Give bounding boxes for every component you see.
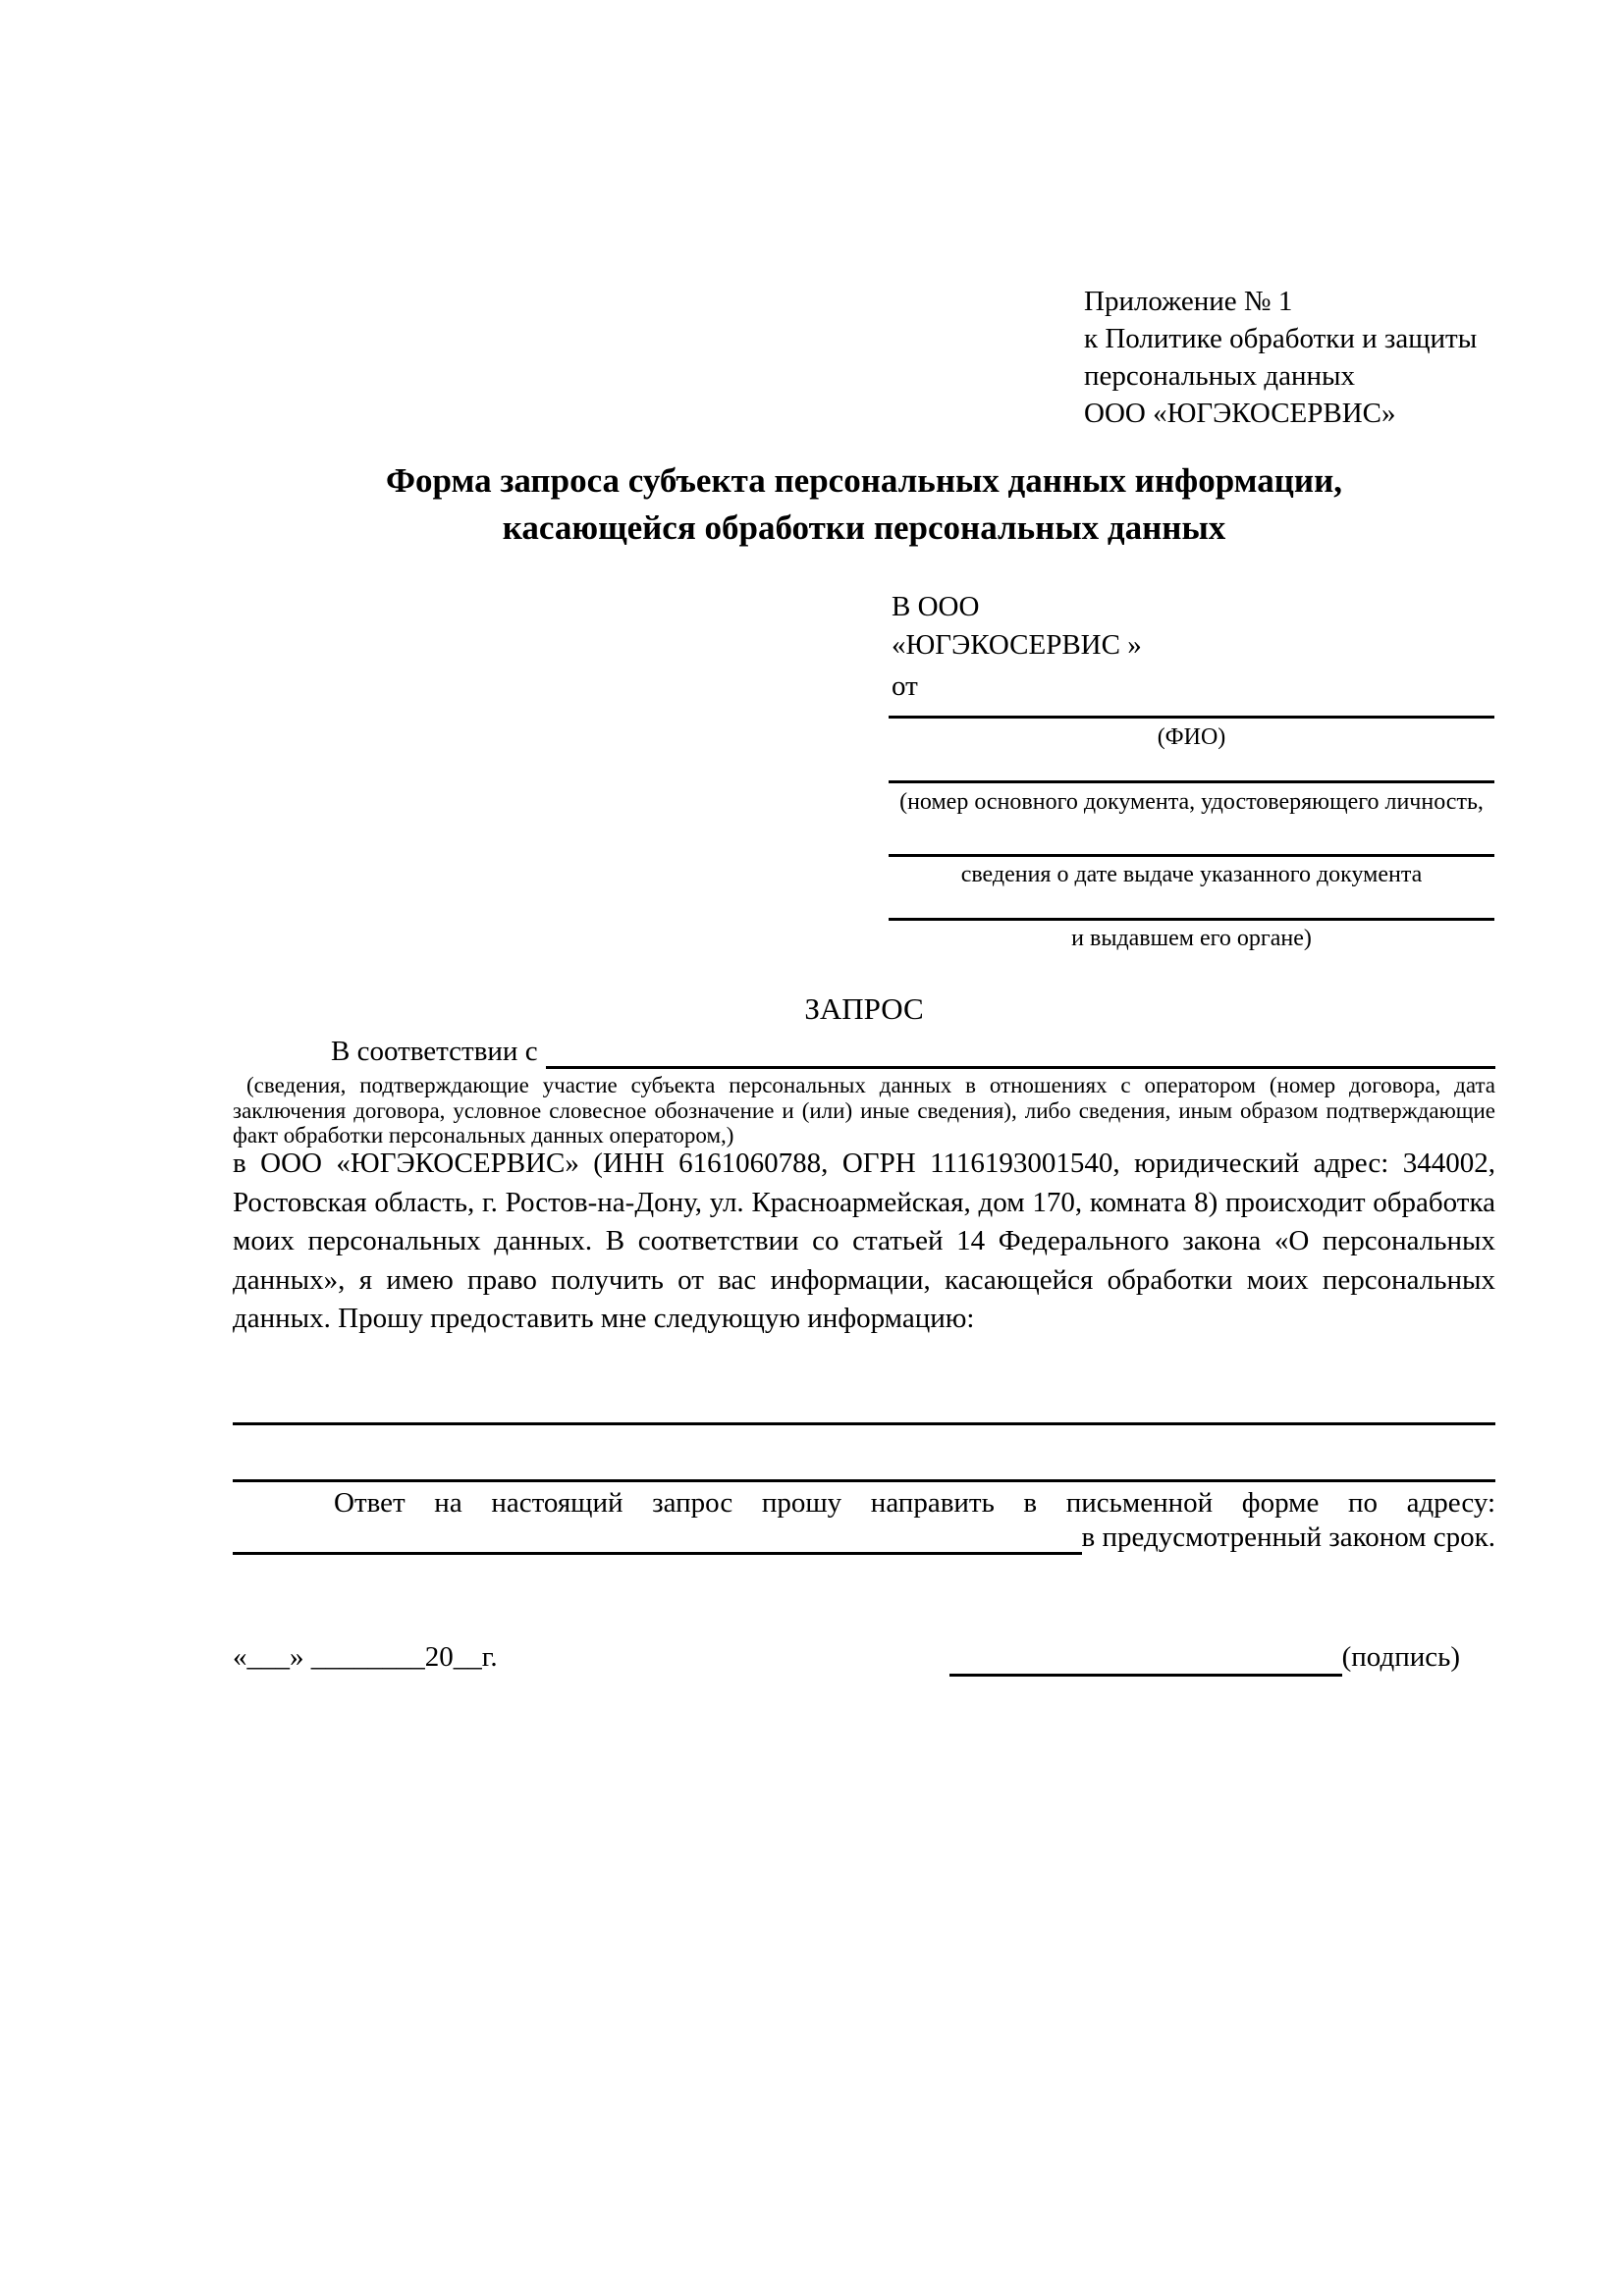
reply-deadline-text: в предусмотренный законом срок. xyxy=(1081,1522,1495,1553)
issue-date-blank-line xyxy=(889,854,1494,857)
request-intro-blank-line xyxy=(546,1037,1495,1069)
document-title xyxy=(233,457,1495,552)
addressee-org-line-1: В ООО xyxy=(892,591,980,622)
request-intro-prefix: В соответствии с xyxy=(331,1036,538,1067)
reply-address-row xyxy=(233,1520,1495,1555)
appendix-header xyxy=(1084,283,1477,432)
issuer-blank-line xyxy=(889,918,1494,921)
fio-blank-line xyxy=(889,716,1494,719)
request-intro-footnote: (сведения, подтверждающие участие субъекта персональных данных в отношениях с оператором (номер договора, дата заключения договора, условное словесное обозначение и (или) иные сведения), либо сведения, иным образом подтверждающие факт обработки персональных данных оператором,) xyxy=(233,1073,1495,1148)
request-heading: ЗАПРОС xyxy=(804,991,924,1026)
issue-date-caption: сведения о дате выдаче указанного документа xyxy=(960,862,1423,887)
appendix-line-1: Приложение № 1 xyxy=(1084,286,1293,317)
information-blank-line-1 xyxy=(233,1422,1495,1425)
appendix-line-2: к Политике обработки и защиты xyxy=(1084,323,1478,354)
signature-caption: (подпись) xyxy=(1341,1641,1460,1673)
document-number-blank-line xyxy=(889,780,1494,783)
addressee-from-label: от xyxy=(892,670,918,702)
reply-request-line: Ответ на настоящий запрос прошу направить в письменной форме по адресу: xyxy=(334,1487,1495,1519)
information-blank-line-2 xyxy=(233,1479,1495,1482)
request-intro-row xyxy=(233,1034,1495,1069)
request-body-paragraph: в ООО «ЮГЭКОСЕРВИС» (ИНН 6161060788, ОГРН 1116193001540, юридический адрес: 344002, Ростовская область, г. Ростов-на-Дону, ул. Красноармейская, дом 170, комната 8) происходит обработка моих персональных данных. В соответствии со статьей 14 Федерального закона «О персональных данных», я имею право получить от вас информации, касающейся обработки моих персональных данных. Прошу предоставить мне следующую информацию: xyxy=(233,1148,1495,1334)
fio-caption: (ФИО) xyxy=(1157,724,1226,750)
addressee-org-line-2: «ЮГЭКОСЕРВИС » xyxy=(892,629,1142,661)
signature-blank-line xyxy=(949,1641,1342,1677)
document-number-caption: (номер основного документа, удостоверяющего личность, xyxy=(899,789,1484,815)
date-blank-text: «___» ________20__г. xyxy=(233,1641,498,1673)
reply-address-blank-line xyxy=(233,1522,1082,1555)
appendix-line-4: ООО «ЮГЭКОСЕРВИС» xyxy=(1084,398,1396,429)
signature-group xyxy=(949,1637,1460,1677)
issuer-caption: и выдавшем его органе) xyxy=(1071,926,1312,951)
document-title-line-1: Форма запроса субъекта персональных данных информации, xyxy=(385,461,1343,500)
appendix-line-3: персональных данных xyxy=(1084,360,1356,392)
signature-row xyxy=(233,1637,1495,1677)
document-title-line-2: касающейся обработки персональных данных xyxy=(502,508,1226,547)
